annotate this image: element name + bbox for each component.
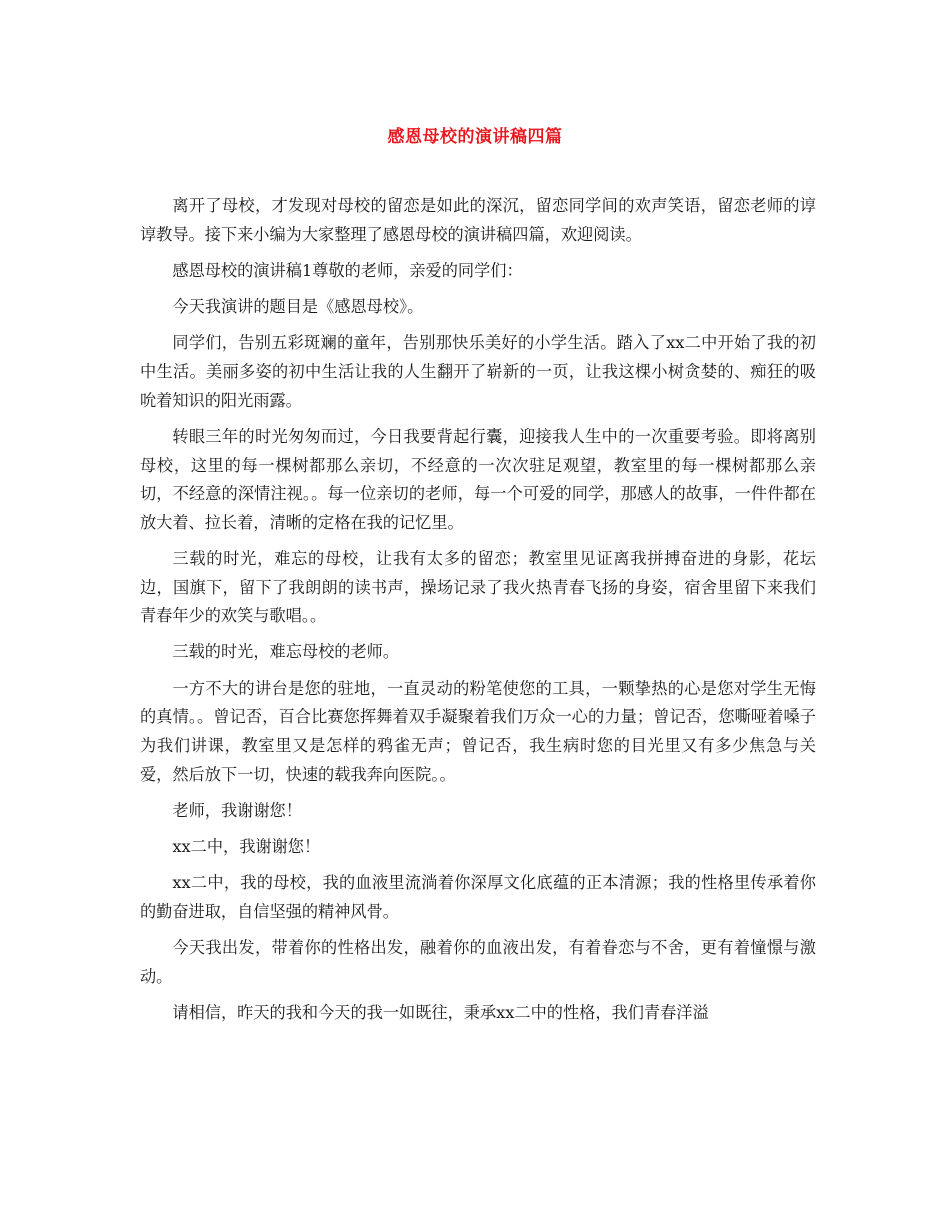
paragraph: 老师，我谢谢您！ — [172, 800, 302, 820]
paragraph: 今天我演讲的题目是《感恩母校》。 — [172, 297, 424, 317]
paragraph: 离开了母校，才发现对母校的留恋是如此的深沉，留恋同学间的欢声笑语，留恋老师的谆谆教导。接下来小编为大家整理了感恩母校的演讲稿四篇，欢迎阅读。 — [140, 196, 816, 244]
paragraph: 请相信，昨天的我和今天的我一如既往，秉承xx二中的性格，我们青春洋溢 — [172, 1003, 709, 1023]
paragraph: xx二中，我谢谢您！ — [172, 837, 321, 857]
paragraph: 三载的时光，难忘的母校，让我有太多的留恋；教室里见证离我拼搏奋进的身影，花坛边，国旗下，留下了我朗朗的读书声，操场记录了我火热青春飞扬的身姿，宿舍里留下来我们青春年少的欢笑与歌唱。。 — [140, 548, 816, 626]
paragraph: 转眼三年的时光匆匆而过，今日我要背起行囊，迎接我人生中的一次重要考验。即将离别母校，这里的每一棵树都那么亲切，不经意的一次次驻足观望，教室里的每一棵树都那么亲切，不经意的深情注视。。每一位亲切的老师，每一个可爱的同学，那感人的故事，一件件都在放大着、拉长着，清晰的定格在我的记忆里。 — [140, 426, 816, 532]
document-title: 感恩母校的演讲稿四篇 — [387, 127, 563, 147]
paragraph: 感恩母校的演讲稿1尊敬的老师，亲爱的同学们： — [172, 260, 523, 280]
paragraph: 三载的时光，难忘母校的老师。 — [172, 642, 400, 662]
paragraph: 同学们，告别五彩斑斓的童年，告别那快乐美好的小学生活。踏入了xx二中开始了我的初中生活。美丽多姿的初中生活让我的人生翻开了崭新的一页，让我这棵小树贪婪的、痴狂的吸吮着知识的阳光雨露。 — [140, 333, 816, 410]
document-body — [140, 192, 816, 1035]
paragraph: xx二中，我的母校，我的血液里流淌着你深厚文化底蕴的正本清源；我的性格里传承着你的勤奋进取，自信坚强的精神风骨。 — [140, 873, 816, 921]
paragraph: 一方不大的讲台是您的驻地，一直灵动的粉笔使您的工具，一颗挚热的心是您对学生无悔的真情。。曾记否，百合比赛您挥舞着双手凝聚着我们万众一心的力量；曾记否，您嘶哑着嗓子为我们讲课，教室里又是怎样的鸦雀无声；曾记否，我生病时您的目光里又有多少焦急与关爱，然后放下一切，快速的载我奔向医院。。 — [140, 678, 816, 784]
paragraph: 今天我出发，带着你的性格出发，融着你的血液出发，有着眷恋与不舍，更有着憧憬与激动。 — [140, 938, 816, 986]
